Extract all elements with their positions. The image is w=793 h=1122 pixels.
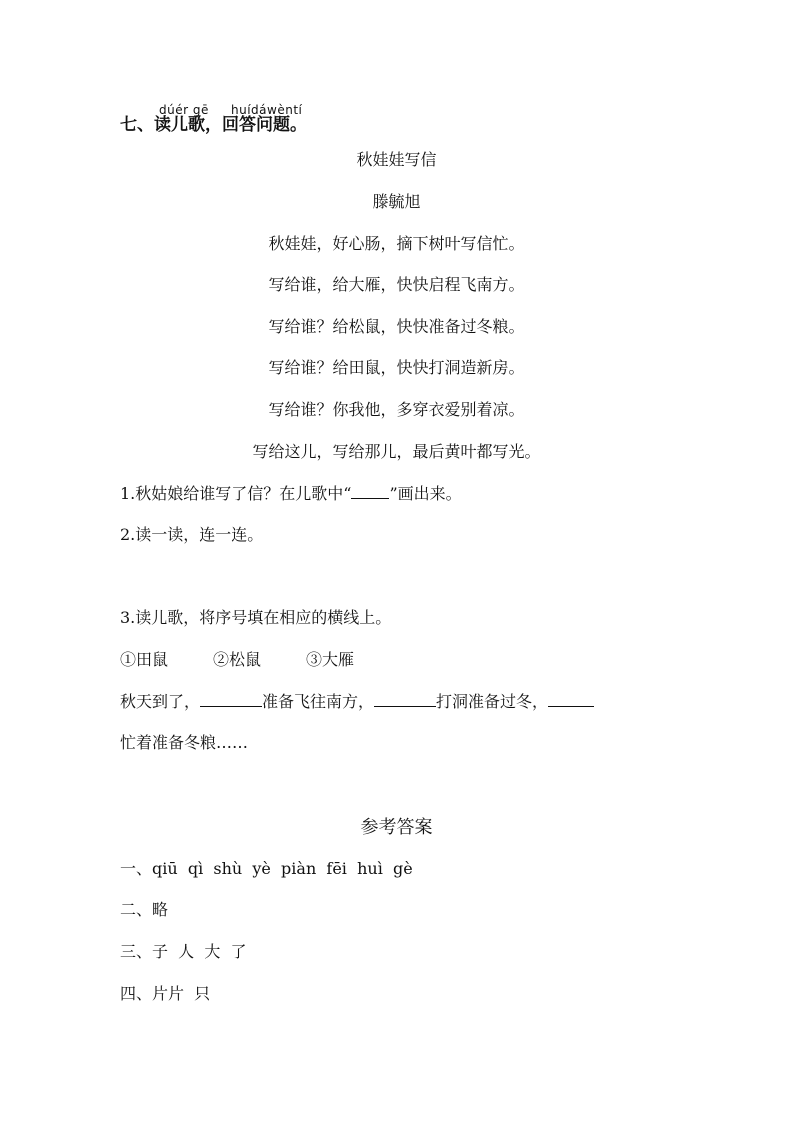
poem-line: 写给谁？你我他，多穿衣爱别着凉。 xyxy=(268,400,525,419)
question-1 xyxy=(120,484,462,504)
pinyin-huidawenti: huídáwèntí xyxy=(231,103,303,117)
fill-sentence-cont: 忙着准备冬粮…… xyxy=(120,733,249,752)
question-1-text: 1.秋姑娘给谁写了信？在儿歌中“ xyxy=(120,484,352,503)
answers-title: 参考答案 xyxy=(360,817,433,838)
answer-2: 二、略 xyxy=(120,900,169,919)
underline-blank xyxy=(351,484,389,499)
poem-line: 秋娃娃，好心肠，摘下树叶写信忙。 xyxy=(268,234,525,253)
option-3: ③大雁 xyxy=(306,650,355,669)
poem-title: 秋娃娃写信 xyxy=(356,150,437,169)
answer-blank[interactable] xyxy=(374,692,436,707)
option-1: ①田鼠 xyxy=(120,650,169,669)
fill-text-a: 秋天到了， xyxy=(120,692,201,711)
question-3: 3.读儿歌，将序号填在相应的横线上。 xyxy=(120,608,392,627)
section-heading: 七、读儿歌，回答问题。 xyxy=(120,115,307,135)
option-2: ②松鼠 xyxy=(213,650,262,669)
answer-blank[interactable] xyxy=(200,692,262,707)
answer-1: 一、qiū qì shù yè piàn fēi huì gè xyxy=(120,859,413,878)
poem-line: 写给谁？给田鼠，快快打洞造新房。 xyxy=(268,358,525,377)
fill-text-c: 打洞准备过冬， xyxy=(436,692,549,711)
poem-line: 写给这儿，写给那儿，最后黄叶都写光。 xyxy=(252,442,541,461)
pinyin-dueroge: dúér gē xyxy=(159,103,209,117)
poem-line: 写给谁，给大雁，快快启程飞南方。 xyxy=(268,275,525,294)
answer-blank[interactable] xyxy=(548,692,594,707)
question-2: 2.读一读，连一连。 xyxy=(120,525,264,544)
poem-author: 滕毓旭 xyxy=(372,192,421,211)
fill-sentence xyxy=(120,692,594,712)
poem-line: 写给谁？给松鼠，快快准备过冬粮。 xyxy=(268,317,525,336)
answer-4: 四、片片 只 xyxy=(120,984,211,1003)
question-1-text-end: ”画出来。 xyxy=(389,484,462,503)
fill-text-b: 准备飞往南方， xyxy=(262,692,375,711)
answer-3: 三、子 人 大 了 xyxy=(120,942,247,961)
